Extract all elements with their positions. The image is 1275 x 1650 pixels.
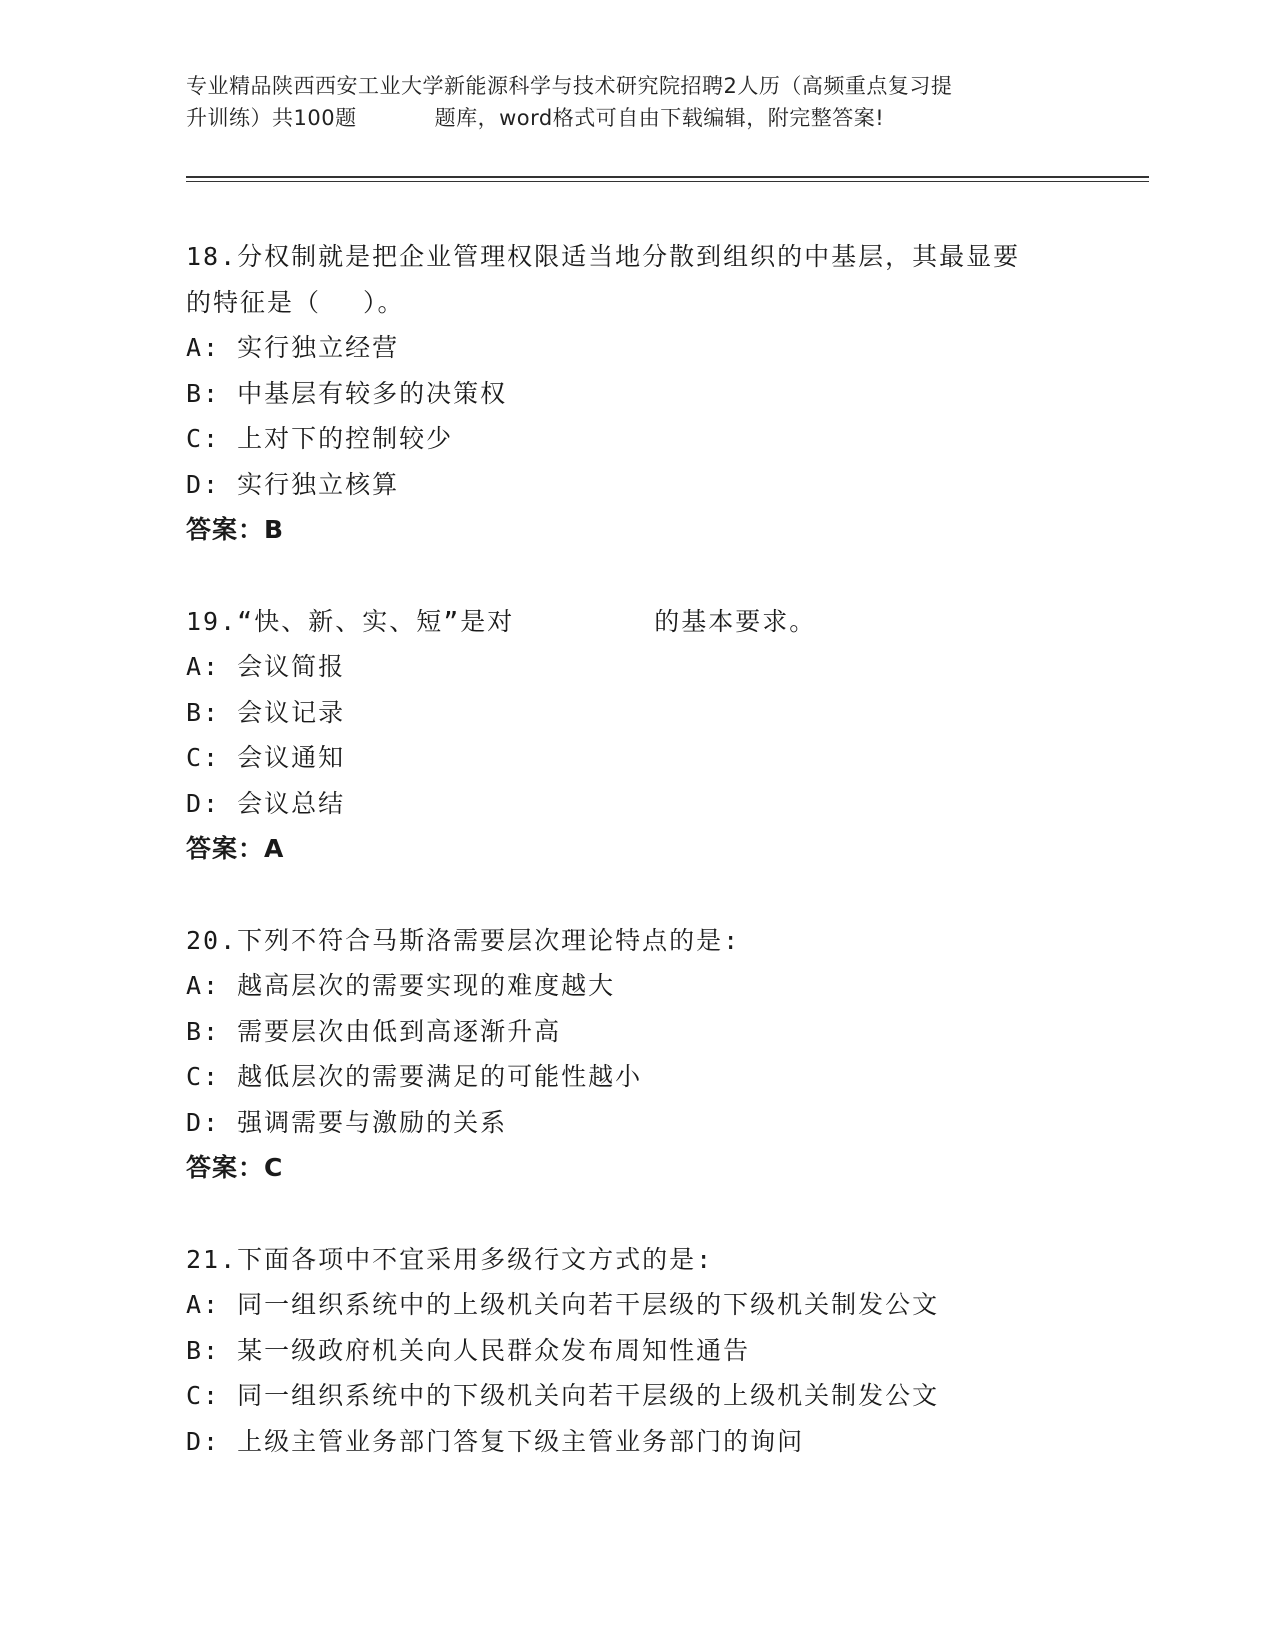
question-20 [186,918,1146,1191]
stem-text: 的基本要求。 [654,606,817,636]
option-b: B: 会议记录 [186,697,346,727]
document-header [186,70,1086,134]
option-b: B: 需要层次由低到高逐渐升高 [186,1016,562,1046]
answer: 答案：C [186,1153,284,1182]
question-stem-continued [186,280,1146,326]
option-d: D: 强调需要与激励的关系 [186,1107,508,1137]
question-stem [186,599,1146,645]
question-list [186,234,1146,1510]
option-c: C: 会议通知 [186,743,346,772]
option-b: B: 某一级政府机关向人民群众发布周知性通告 [186,1335,751,1365]
stem-text: 19.“快、新、实、短”是对 [186,606,515,636]
answer: 答案：B [186,515,285,544]
question-stem: 18.分权制就是把企业管理权限适当地分散到组织的中基层，其最显要 [186,242,1021,271]
header-line-1: 专业精品陕西西安工业大学新能源科学与技术研究院招聘2人历（高频重点复习提 [186,74,953,98]
header-line-2-part-2: 题库，word格式可自由下载编辑，附完整答案! [434,106,885,130]
answer: 答案：A [186,834,285,863]
header-line-2-part-1: 升训练）共100题 [186,106,357,130]
option-a: A: 同一组织系统中的上级机关向若干层级的下级机关制发公文 [186,1290,940,1319]
question-stem: 21.下面各项中不宜采用多级行文方式的是: [186,1244,714,1274]
question-21 [186,1237,1146,1465]
option-a: A: 越高层次的需要实现的难度越大 [186,971,616,1000]
question-19 [186,599,1146,872]
option-a: A: 会议简报 [186,652,346,681]
option-d: D: 会议总结 [186,788,346,818]
option-d: D: 上级主管业务部门答复下级主管业务部门的询问 [186,1426,805,1456]
stem-text: 的特征是（ [186,287,322,317]
option-c: C: 越低层次的需要满足的可能性越小 [186,1062,643,1091]
option-a: A: 实行独立经营 [186,333,400,362]
stem-text: ）。 [363,287,405,317]
option-c: C: 上对下的控制较少 [186,424,454,453]
option-d: D: 实行独立核算 [186,469,400,499]
header-divider [186,176,1149,182]
question-18 [186,234,1146,553]
option-c: C: 同一组织系统中的下级机关向若干层级的上级机关制发公文 [186,1381,940,1410]
header-line-2 [186,102,1086,134]
option-b: B: 中基层有较多的决策权 [186,378,508,408]
question-stem: 20.下列不符合马斯洛需要层次理论特点的是: [186,925,741,955]
